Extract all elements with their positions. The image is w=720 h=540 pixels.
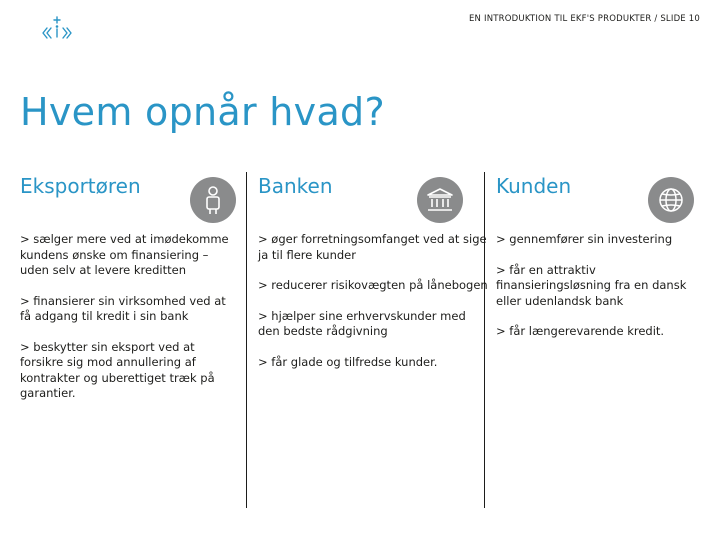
list-item: > gennemfører sin investering (496, 232, 673, 246)
column-kunden (496, 172, 706, 338)
list-item: > får glade og tilfredse kunder. (258, 354, 438, 369)
list-item: > hjælper sine erhvervskunder med den bedste rådgivning (258, 308, 466, 338)
list-item: > finansierer sin virksomhed ved at få adgang til kredit i sin bank (20, 293, 226, 323)
list-item: > reducerer risikovægten på lånebogen (258, 278, 488, 292)
ekf-logo-icon (40, 16, 74, 44)
list-item: > sælger mere ved at imødekomme kundens ønske om finansiering – uden selv at levere kreditten (20, 232, 229, 277)
item-list (258, 232, 488, 385)
item-list (496, 232, 706, 355)
column-heading: Kunden (496, 174, 572, 198)
bank-icon (417, 177, 463, 223)
column-eksportoren (20, 172, 235, 400)
list-item: > får længerevarende kredit. (496, 324, 665, 338)
slide-header: EN INTRODUKTION TIL EKF'S PRODUKTER / SLIDE 10 (468, 14, 700, 24)
column-divider (246, 172, 247, 508)
column-heading: Eksportøren (20, 174, 141, 198)
globe-icon (648, 177, 694, 223)
person-icon (190, 177, 236, 223)
list-item: > øger forretningsomfanget ved at sige ja til flere kunder (258, 232, 487, 262)
page-title: Hvem opnår hvad? (20, 90, 385, 134)
list-item: > får en attraktiv finansieringsløsning fra en dansk eller udenlandsk bank (496, 262, 687, 308)
list-item: > beskytter sin eksport ved at forsikre sig mod annullering af kontrakter og uberettiget træk på garantier. (20, 339, 215, 400)
column-banken (258, 172, 488, 369)
column-heading: Banken (258, 174, 333, 198)
item-list (20, 232, 235, 417)
